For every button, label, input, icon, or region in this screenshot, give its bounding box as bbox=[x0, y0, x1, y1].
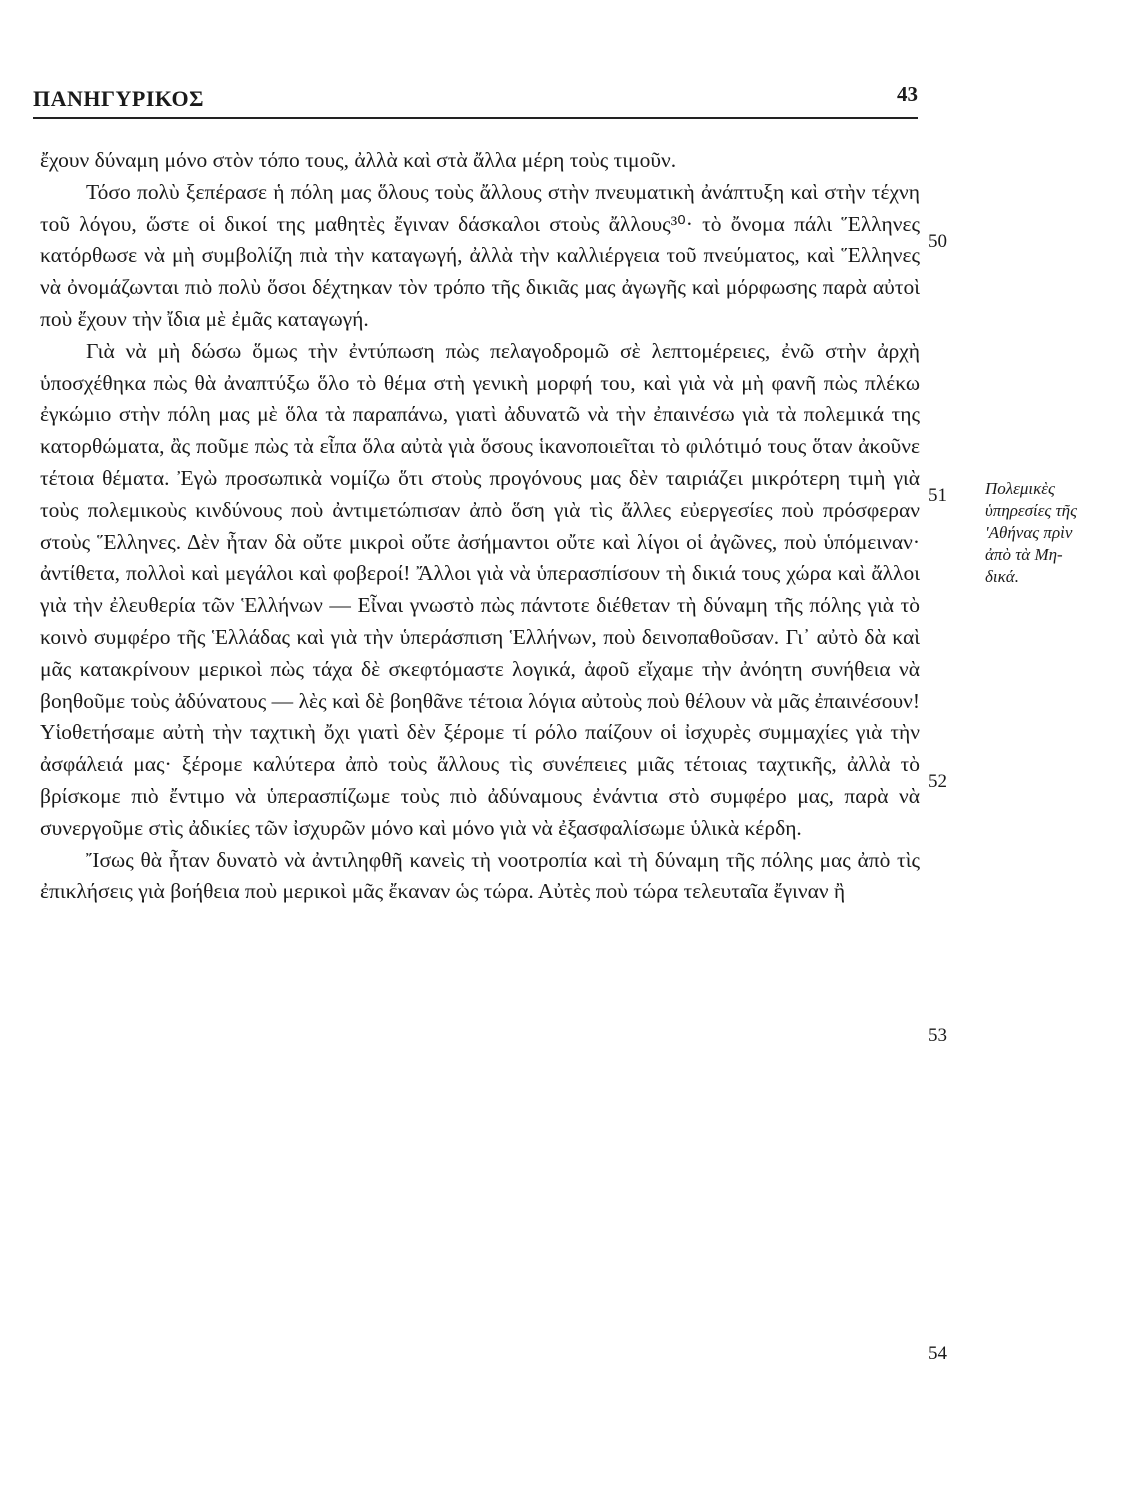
margin-number-54: 54 bbox=[928, 1343, 947, 1364]
paragraph-50: Τόσο πολὺ ξεπέρασε ἡ πόλη μας ὅλους τοὺς ἄλλους στὴν πνευματικὴ ἀνάπτυξη καὶ στὴν τέχνη τοῦ λόγου, ὥστε οἱ δικοί της μαθητὲς ἔγιναν δάσκαλοι στοὺς ἄλλους³⁰· τὸ ὄνομα πάλι Ἕλληνες κατόρθωσε νὰ μὴ συμβολίζη πιὰ τὴν καταγωγή, ἀλλὰ τὴν καλλιέργεια τοῦ πνεύματος, καὶ Ἕλληνες νὰ ὀνομάζωνται πιὸ πολὺ ὅσοι δέχτηκαν τὸν τρόπο τῆς δικιᾶς μας ἀγωγῆς καὶ μόρφωσης παρὰ αὐτοὶ ποὺ ἔχουν τὴν ἴδια μὲ ἐμᾶς καταγωγή. bbox=[40, 179, 920, 331]
margin-number-53: 53 bbox=[928, 1025, 947, 1046]
margin-number-50: 50 bbox=[928, 231, 947, 252]
margin-number-52: 52 bbox=[928, 771, 947, 792]
body-text bbox=[40, 145, 920, 908]
paragraph-51: Γιὰ νὰ μὴ δώσω ὅμως τὴν ἐντύπωση πὼς πελαγοδρομῶ σὲ λεπτομέρειες, ἐνῶ στὴν ἀρχὴ ὑποσχέθηκα πὼς θὰ ἀναπτύξω ὅλο τὸ θέμα στὴ γενικὴ μορφή του, καὶ γιὰ νὰ μὴ φανῆ πὼς πλέκω ἐγκώμιο στὴν πόλη μας μὲ ὅλα τὰ παραπάνω, γιατὶ ἀδυνατῶ νὰ τὴν ἐπαινέσω γιὰ τὰ πολεμικά της κατορθώματα, ἂς ποῦμε πὼς τὰ εἶπα ὅλα αὐτὰ γιὰ ὅσους ἱκανοποιεῖται τὸ φιλότιμό τους ὅταν ἀκοῦνε τέτοια θέματα. Ἐγὼ προσωπικὰ νομίζω ὅτι στοὺς προγόνους μας δὲν ταιριάζει μικρότερη τιμὴ γιὰ τοὺς πολεμικοὺς κινδύνους ποὺ ἀντιμετώπισαν ἀπὸ ὅση γιὰ τὶς ἄλλες εὐεργεσίες ποὺ πρόσφεραν στοὺς Ἕλληνες. Δὲν ἦταν δὰ οὔτε μικροὶ οὔτε ἀσήμαντοι οὔτε καὶ λίγοι οἱ ἀγῶνες, ποὺ ὑπόμειναν· ἀντίθετα, πολλοὶ καὶ μεγάλοι καὶ φοβεροί! Ἄλλοι γιὰ νὰ ὑπερασπίσουν τὴ δικιά τους χώρα καὶ ἄλλοι γιὰ τὴν ἐλευθερία τῶν Ἑλλήνων — Εἶναι γνωστὸ πὼς πάντοτε διέθεταν τὴ δύναμη τῆς πόλης γιὰ τὸ κοινὸ συμφέρο τῆς Ἑλλάδας καὶ γιὰ τὴν ὑπεράσπιση Ἑλλήνων, ποὺ δεινοπαθοῦσαν. Γι᾽ αὐτὸ δὰ καὶ μᾶς κατακρίνουν μερικοὶ πὼς τάχα δὲ σκεφτόμαστε λογικά, ἀφοῦ εἴχαμε τὴν ἀνόητη συνήθεια νὰ βοηθοῦμε τοὺς ἀδύνατους — λὲς καὶ δὲ βοηθᾶνε τέτοια λόγια αὐτοὺς ποὺ θέλουν νὰ μᾶς ἐπαινέσουν! Υἱοθετήσαμε αὐτὴ τὴν ταχτικὴ ὄχι γιατὶ δὲν ξέρομε τί ρόλο παίζουν οἱ ἰσχυρὲς συμμαχίες γιὰ τὴν ἀσφάλειά μας· ξέρομε καλύτερα ἀπὸ τοὺς ἄλλους τὶς συνέπειες μιᾶς τέτοιας ταχτικῆς, ἀλλὰ τὸ βρίσκομε πιὸ ἔντιμο νὰ ὑπερασπίζωμε τοὺς πιὸ ἀδύναμους ἐνάντια στὸ συμφέρο μας, παρὰ νὰ συνεργοῦμε στὶς ἀδικίες τῶν ἰσχυρῶν μόνο καὶ μόνο γιὰ νὰ ἐξασφαλίσωμε ὑλικὰ κέρδη. bbox=[40, 338, 920, 840]
page-number: 43 bbox=[897, 82, 918, 106]
margin-note: Πολεμικὲς ὑπηρεσίες τῆς 'Αθήνας πρὶν ἀπὸ τὰ Μη- δικά. bbox=[985, 479, 1077, 586]
paragraph-54: Ἴσως θὰ ἦταν δυνατὸ νὰ ἀντιληφθῆ κανεὶς τὴ νοοτροπία καὶ τὴ δύναμη τῆς πόλης μας ἀπὸ τὶς ἐπικλήσεις γιὰ βοήθεια ποὺ μερικοὶ μᾶς ἔκαναν ὡς τώρα. Αὐτὲς ποὺ τώρα τελευταῖα ἔγιναν ἢ bbox=[40, 847, 920, 904]
running-title: ΠΑΝΗΓΥΡΙΚΟΣ bbox=[33, 86, 205, 111]
paragraph-continuation: ἔχουν δύναμη μόνο στὸν τόπο τους, ἀλλὰ καὶ στὰ ἄλλα μέρη τοὺς τιμοῦν. bbox=[40, 148, 677, 172]
running-header bbox=[33, 80, 918, 120]
margin-number-51: 51 bbox=[928, 485, 947, 506]
header-rule bbox=[33, 117, 918, 119]
